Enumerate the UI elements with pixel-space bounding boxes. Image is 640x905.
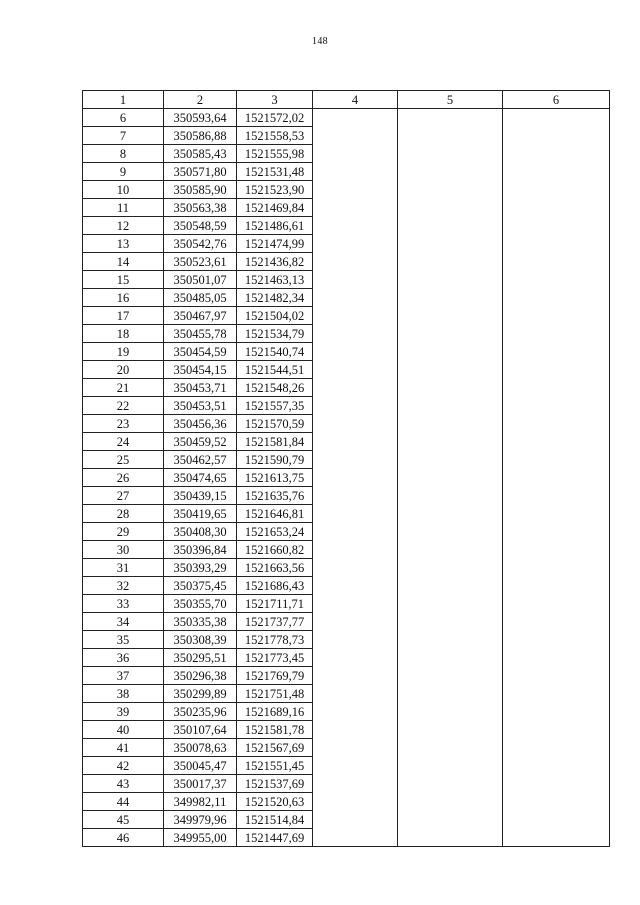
column-5-cell (398, 595, 503, 613)
point-number-cell: 33 (83, 595, 164, 613)
column-4-cell (313, 721, 398, 739)
table-row (83, 811, 610, 829)
column-5-cell (398, 325, 503, 343)
column-6-cell (503, 523, 610, 541)
x-coordinate-cell: 350453,51 (164, 397, 237, 415)
x-coordinate-cell: 350375,45 (164, 577, 237, 595)
column-4-cell (313, 181, 398, 199)
column-6-cell (503, 595, 610, 613)
point-number-cell: 12 (83, 217, 164, 235)
coordinates-table (82, 90, 610, 847)
x-coordinate-cell: 350396,84 (164, 541, 237, 559)
column-4-cell (313, 325, 398, 343)
y-coordinate-cell: 1521523,90 (237, 181, 313, 199)
column-4-cell (313, 397, 398, 415)
column-6-cell (503, 577, 610, 595)
column-header-1: 1 (83, 91, 164, 109)
point-number-cell: 22 (83, 397, 164, 415)
column-6-cell (503, 613, 610, 631)
column-4-cell (313, 523, 398, 541)
y-coordinate-cell: 1521548,26 (237, 379, 313, 397)
column-5-cell (398, 649, 503, 667)
point-number-cell: 46 (83, 829, 164, 847)
y-coordinate-cell: 1521486,61 (237, 217, 313, 235)
column-5-cell (398, 577, 503, 595)
column-4-cell (313, 127, 398, 145)
table-row (83, 235, 610, 253)
table-row (83, 307, 610, 325)
x-coordinate-cell: 350393,29 (164, 559, 237, 577)
table-row (83, 379, 610, 397)
column-header-6: 6 (503, 91, 610, 109)
x-coordinate-cell: 350462,57 (164, 451, 237, 469)
column-6-cell (503, 811, 610, 829)
table-row (83, 289, 610, 307)
column-4-cell (313, 559, 398, 577)
x-coordinate-cell: 350308,39 (164, 631, 237, 649)
table-row (83, 163, 610, 181)
y-coordinate-cell: 1521555,98 (237, 145, 313, 163)
column-5-cell (398, 487, 503, 505)
y-coordinate-cell: 1521520,63 (237, 793, 313, 811)
column-5-cell (398, 433, 503, 451)
column-5-cell (398, 343, 503, 361)
table-row (83, 793, 610, 811)
x-coordinate-cell: 350593,64 (164, 109, 237, 127)
column-5-cell (398, 757, 503, 775)
table-row (83, 487, 610, 505)
point-number-cell: 7 (83, 127, 164, 145)
point-number-cell: 31 (83, 559, 164, 577)
column-4-cell (313, 685, 398, 703)
table-row (83, 343, 610, 361)
column-header-4: 4 (313, 91, 398, 109)
column-5-cell (398, 361, 503, 379)
page-number: 148 (312, 36, 328, 47)
table-row (83, 181, 610, 199)
column-4-cell (313, 199, 398, 217)
column-5-cell (398, 739, 503, 757)
y-coordinate-cell: 1521447,69 (237, 829, 313, 847)
y-coordinate-cell: 1521531,48 (237, 163, 313, 181)
column-5-cell (398, 397, 503, 415)
point-number-cell: 38 (83, 685, 164, 703)
column-5-cell (398, 613, 503, 631)
column-6-cell (503, 109, 610, 127)
x-coordinate-cell: 350107,64 (164, 721, 237, 739)
table-header-row (83, 91, 610, 109)
point-number-cell: 27 (83, 487, 164, 505)
column-6-cell (503, 775, 610, 793)
column-4-cell (313, 487, 398, 505)
x-coordinate-cell: 350455,78 (164, 325, 237, 343)
y-coordinate-cell: 1521581,78 (237, 721, 313, 739)
table-row (83, 577, 610, 595)
table-row (83, 127, 610, 145)
point-number-cell: 35 (83, 631, 164, 649)
table-row (83, 559, 610, 577)
column-4-cell (313, 541, 398, 559)
point-number-cell: 43 (83, 775, 164, 793)
column-6-cell (503, 793, 610, 811)
column-4-cell (313, 667, 398, 685)
column-4-cell (313, 703, 398, 721)
column-4-cell (313, 235, 398, 253)
table-row (83, 757, 610, 775)
table-row (83, 595, 610, 613)
table-row (83, 451, 610, 469)
column-4-cell (313, 271, 398, 289)
table-body (83, 109, 610, 847)
point-number-cell: 36 (83, 649, 164, 667)
column-6-cell (503, 757, 610, 775)
point-number-cell: 14 (83, 253, 164, 271)
point-number-cell: 44 (83, 793, 164, 811)
column-6-cell (503, 217, 610, 235)
column-6-cell (503, 145, 610, 163)
y-coordinate-cell: 1521567,69 (237, 739, 313, 757)
column-4-cell (313, 289, 398, 307)
point-number-cell: 8 (83, 145, 164, 163)
column-6-cell (503, 289, 610, 307)
point-number-cell: 10 (83, 181, 164, 199)
y-coordinate-cell: 1521773,45 (237, 649, 313, 667)
y-coordinate-cell: 1521737,77 (237, 613, 313, 631)
y-coordinate-cell: 1521551,45 (237, 757, 313, 775)
column-5-cell (398, 307, 503, 325)
y-coordinate-cell: 1521769,79 (237, 667, 313, 685)
column-6-cell (503, 253, 610, 271)
y-coordinate-cell: 1521590,79 (237, 451, 313, 469)
column-5-cell (398, 541, 503, 559)
y-coordinate-cell: 1521436,82 (237, 253, 313, 271)
column-4-cell (313, 307, 398, 325)
y-coordinate-cell: 1521544,51 (237, 361, 313, 379)
point-number-cell: 30 (83, 541, 164, 559)
column-6-cell (503, 415, 610, 433)
column-5-cell (398, 721, 503, 739)
point-number-cell: 20 (83, 361, 164, 379)
column-4-cell (313, 145, 398, 163)
x-coordinate-cell: 350459,52 (164, 433, 237, 451)
y-coordinate-cell: 1521751,48 (237, 685, 313, 703)
point-number-cell: 17 (83, 307, 164, 325)
point-number-cell: 29 (83, 523, 164, 541)
column-4-cell (313, 613, 398, 631)
x-coordinate-cell: 350454,59 (164, 343, 237, 361)
table-row (83, 397, 610, 415)
column-5-cell (398, 829, 503, 847)
point-number-cell: 21 (83, 379, 164, 397)
column-5-cell (398, 775, 503, 793)
y-coordinate-cell: 1521463,13 (237, 271, 313, 289)
column-6-cell (503, 685, 610, 703)
y-coordinate-cell: 1521534,79 (237, 325, 313, 343)
column-6-cell (503, 505, 610, 523)
table-row (83, 703, 610, 721)
x-coordinate-cell: 350295,51 (164, 649, 237, 667)
x-coordinate-cell: 349979,96 (164, 811, 237, 829)
column-5-cell (398, 199, 503, 217)
point-number-cell: 39 (83, 703, 164, 721)
column-4-cell (313, 109, 398, 127)
point-number-cell: 18 (83, 325, 164, 343)
column-header-5: 5 (398, 91, 503, 109)
table-row (83, 271, 610, 289)
y-coordinate-cell: 1521514,84 (237, 811, 313, 829)
column-6-cell (503, 469, 610, 487)
y-coordinate-cell: 1521689,16 (237, 703, 313, 721)
table-row (83, 505, 610, 523)
column-5-cell (398, 793, 503, 811)
point-number-cell: 15 (83, 271, 164, 289)
table-row (83, 433, 610, 451)
x-coordinate-cell: 350439,15 (164, 487, 237, 505)
x-coordinate-cell: 349955,00 (164, 829, 237, 847)
x-coordinate-cell: 350419,65 (164, 505, 237, 523)
table-row (83, 253, 610, 271)
table-row (83, 469, 610, 487)
point-number-cell: 41 (83, 739, 164, 757)
x-coordinate-cell: 350585,90 (164, 181, 237, 199)
column-4-cell (313, 595, 398, 613)
y-coordinate-cell: 1521581,84 (237, 433, 313, 451)
table-row (83, 613, 610, 631)
column-6-cell (503, 739, 610, 757)
y-coordinate-cell: 1521570,59 (237, 415, 313, 433)
column-5-cell (398, 523, 503, 541)
column-4-cell (313, 253, 398, 271)
column-4-cell (313, 577, 398, 595)
x-coordinate-cell: 350548,59 (164, 217, 237, 235)
column-4-cell (313, 451, 398, 469)
table-row (83, 325, 610, 343)
column-4-cell (313, 379, 398, 397)
column-6-cell (503, 307, 610, 325)
x-coordinate-cell: 350078,63 (164, 739, 237, 757)
column-5-cell (398, 163, 503, 181)
x-coordinate-cell: 350408,30 (164, 523, 237, 541)
column-4-cell (313, 775, 398, 793)
column-6-cell (503, 325, 610, 343)
column-4-cell (313, 361, 398, 379)
x-coordinate-cell: 350355,70 (164, 595, 237, 613)
point-number-cell: 13 (83, 235, 164, 253)
column-6-cell (503, 829, 610, 847)
table-row (83, 523, 610, 541)
column-4-cell (313, 649, 398, 667)
point-number-cell: 26 (83, 469, 164, 487)
table-row (83, 721, 610, 739)
column-4-cell (313, 343, 398, 361)
table-row (83, 649, 610, 667)
table-row (83, 109, 610, 127)
point-number-cell: 42 (83, 757, 164, 775)
point-number-cell: 9 (83, 163, 164, 181)
y-coordinate-cell: 1521653,24 (237, 523, 313, 541)
x-coordinate-cell: 350456,36 (164, 415, 237, 433)
column-5-cell (398, 217, 503, 235)
column-6-cell (503, 181, 610, 199)
y-coordinate-cell: 1521469,84 (237, 199, 313, 217)
column-5-cell (398, 127, 503, 145)
column-5-cell (398, 145, 503, 163)
column-6-cell (503, 487, 610, 505)
table-row (83, 415, 610, 433)
table-row (83, 685, 610, 703)
x-coordinate-cell: 350335,38 (164, 613, 237, 631)
point-number-cell: 16 (83, 289, 164, 307)
column-6-cell (503, 631, 610, 649)
x-coordinate-cell: 350235,96 (164, 703, 237, 721)
point-number-cell: 28 (83, 505, 164, 523)
x-coordinate-cell: 349982,11 (164, 793, 237, 811)
x-coordinate-cell: 350454,15 (164, 361, 237, 379)
point-number-cell: 24 (83, 433, 164, 451)
y-coordinate-cell: 1521504,02 (237, 307, 313, 325)
column-4-cell (313, 757, 398, 775)
point-number-cell: 25 (83, 451, 164, 469)
column-5-cell (398, 235, 503, 253)
table-row (83, 739, 610, 757)
point-number-cell: 37 (83, 667, 164, 685)
y-coordinate-cell: 1521613,75 (237, 469, 313, 487)
column-6-cell (503, 361, 610, 379)
column-5-cell (398, 559, 503, 577)
column-6-cell (503, 343, 610, 361)
point-number-cell: 45 (83, 811, 164, 829)
point-number-cell: 23 (83, 415, 164, 433)
column-4-cell (313, 739, 398, 757)
column-4-cell (313, 217, 398, 235)
column-4-cell (313, 829, 398, 847)
x-coordinate-cell: 350523,61 (164, 253, 237, 271)
x-coordinate-cell: 350296,38 (164, 667, 237, 685)
column-4-cell (313, 433, 398, 451)
column-5-cell (398, 631, 503, 649)
y-coordinate-cell: 1521646,81 (237, 505, 313, 523)
column-5-cell (398, 379, 503, 397)
column-6-cell (503, 127, 610, 145)
table-row (83, 199, 610, 217)
column-6-cell (503, 541, 610, 559)
column-5-cell (398, 703, 503, 721)
x-coordinate-cell: 350017,37 (164, 775, 237, 793)
x-coordinate-cell: 350299,89 (164, 685, 237, 703)
column-6-cell (503, 721, 610, 739)
column-5-cell (398, 505, 503, 523)
x-coordinate-cell: 350474,65 (164, 469, 237, 487)
column-4-cell (313, 163, 398, 181)
column-6-cell (503, 199, 610, 217)
x-coordinate-cell: 350585,43 (164, 145, 237, 163)
column-6-cell (503, 703, 610, 721)
column-5-cell (398, 109, 503, 127)
column-4-cell (313, 469, 398, 487)
y-coordinate-cell: 1521711,71 (237, 595, 313, 613)
column-header-2: 2 (164, 91, 237, 109)
table-row (83, 361, 610, 379)
column-6-cell (503, 559, 610, 577)
y-coordinate-cell: 1521686,43 (237, 577, 313, 595)
y-coordinate-cell: 1521557,35 (237, 397, 313, 415)
column-4-cell (313, 793, 398, 811)
y-coordinate-cell: 1521778,73 (237, 631, 313, 649)
y-coordinate-cell: 1521482,34 (237, 289, 313, 307)
column-header-3: 3 (237, 91, 313, 109)
column-6-cell (503, 163, 610, 181)
point-number-cell: 19 (83, 343, 164, 361)
column-5-cell (398, 253, 503, 271)
y-coordinate-cell: 1521558,53 (237, 127, 313, 145)
point-number-cell: 11 (83, 199, 164, 217)
y-coordinate-cell: 1521537,69 (237, 775, 313, 793)
y-coordinate-cell: 1521540,74 (237, 343, 313, 361)
point-number-cell: 6 (83, 109, 164, 127)
y-coordinate-cell: 1521474,99 (237, 235, 313, 253)
column-5-cell (398, 451, 503, 469)
column-5-cell (398, 271, 503, 289)
column-5-cell (398, 181, 503, 199)
point-number-cell: 40 (83, 721, 164, 739)
x-coordinate-cell: 350467,97 (164, 307, 237, 325)
column-4-cell (313, 811, 398, 829)
table-row (83, 667, 610, 685)
table-row (83, 217, 610, 235)
column-4-cell (313, 505, 398, 523)
y-coordinate-cell: 1521660,82 (237, 541, 313, 559)
column-4-cell (313, 631, 398, 649)
x-coordinate-cell: 350542,76 (164, 235, 237, 253)
x-coordinate-cell: 350485,05 (164, 289, 237, 307)
column-5-cell (398, 685, 503, 703)
column-5-cell (398, 811, 503, 829)
column-4-cell (313, 415, 398, 433)
table-row (83, 145, 610, 163)
column-5-cell (398, 667, 503, 685)
y-coordinate-cell: 1521635,76 (237, 487, 313, 505)
column-6-cell (503, 271, 610, 289)
x-coordinate-cell: 350586,88 (164, 127, 237, 145)
y-coordinate-cell: 1521663,56 (237, 559, 313, 577)
x-coordinate-cell: 350453,71 (164, 379, 237, 397)
x-coordinate-cell: 350045,47 (164, 757, 237, 775)
x-coordinate-cell: 350501,07 (164, 271, 237, 289)
column-6-cell (503, 397, 610, 415)
column-6-cell (503, 379, 610, 397)
point-number-cell: 34 (83, 613, 164, 631)
column-6-cell (503, 235, 610, 253)
column-6-cell (503, 649, 610, 667)
table-row (83, 541, 610, 559)
x-coordinate-cell: 350563,38 (164, 199, 237, 217)
y-coordinate-cell: 1521572,02 (237, 109, 313, 127)
point-number-cell: 32 (83, 577, 164, 595)
column-5-cell (398, 289, 503, 307)
column-6-cell (503, 433, 610, 451)
table-row (83, 829, 610, 847)
column-5-cell (398, 415, 503, 433)
column-5-cell (398, 469, 503, 487)
x-coordinate-cell: 350571,80 (164, 163, 237, 181)
column-6-cell (503, 451, 610, 469)
column-6-cell (503, 667, 610, 685)
table-row (83, 631, 610, 649)
table-row (83, 775, 610, 793)
